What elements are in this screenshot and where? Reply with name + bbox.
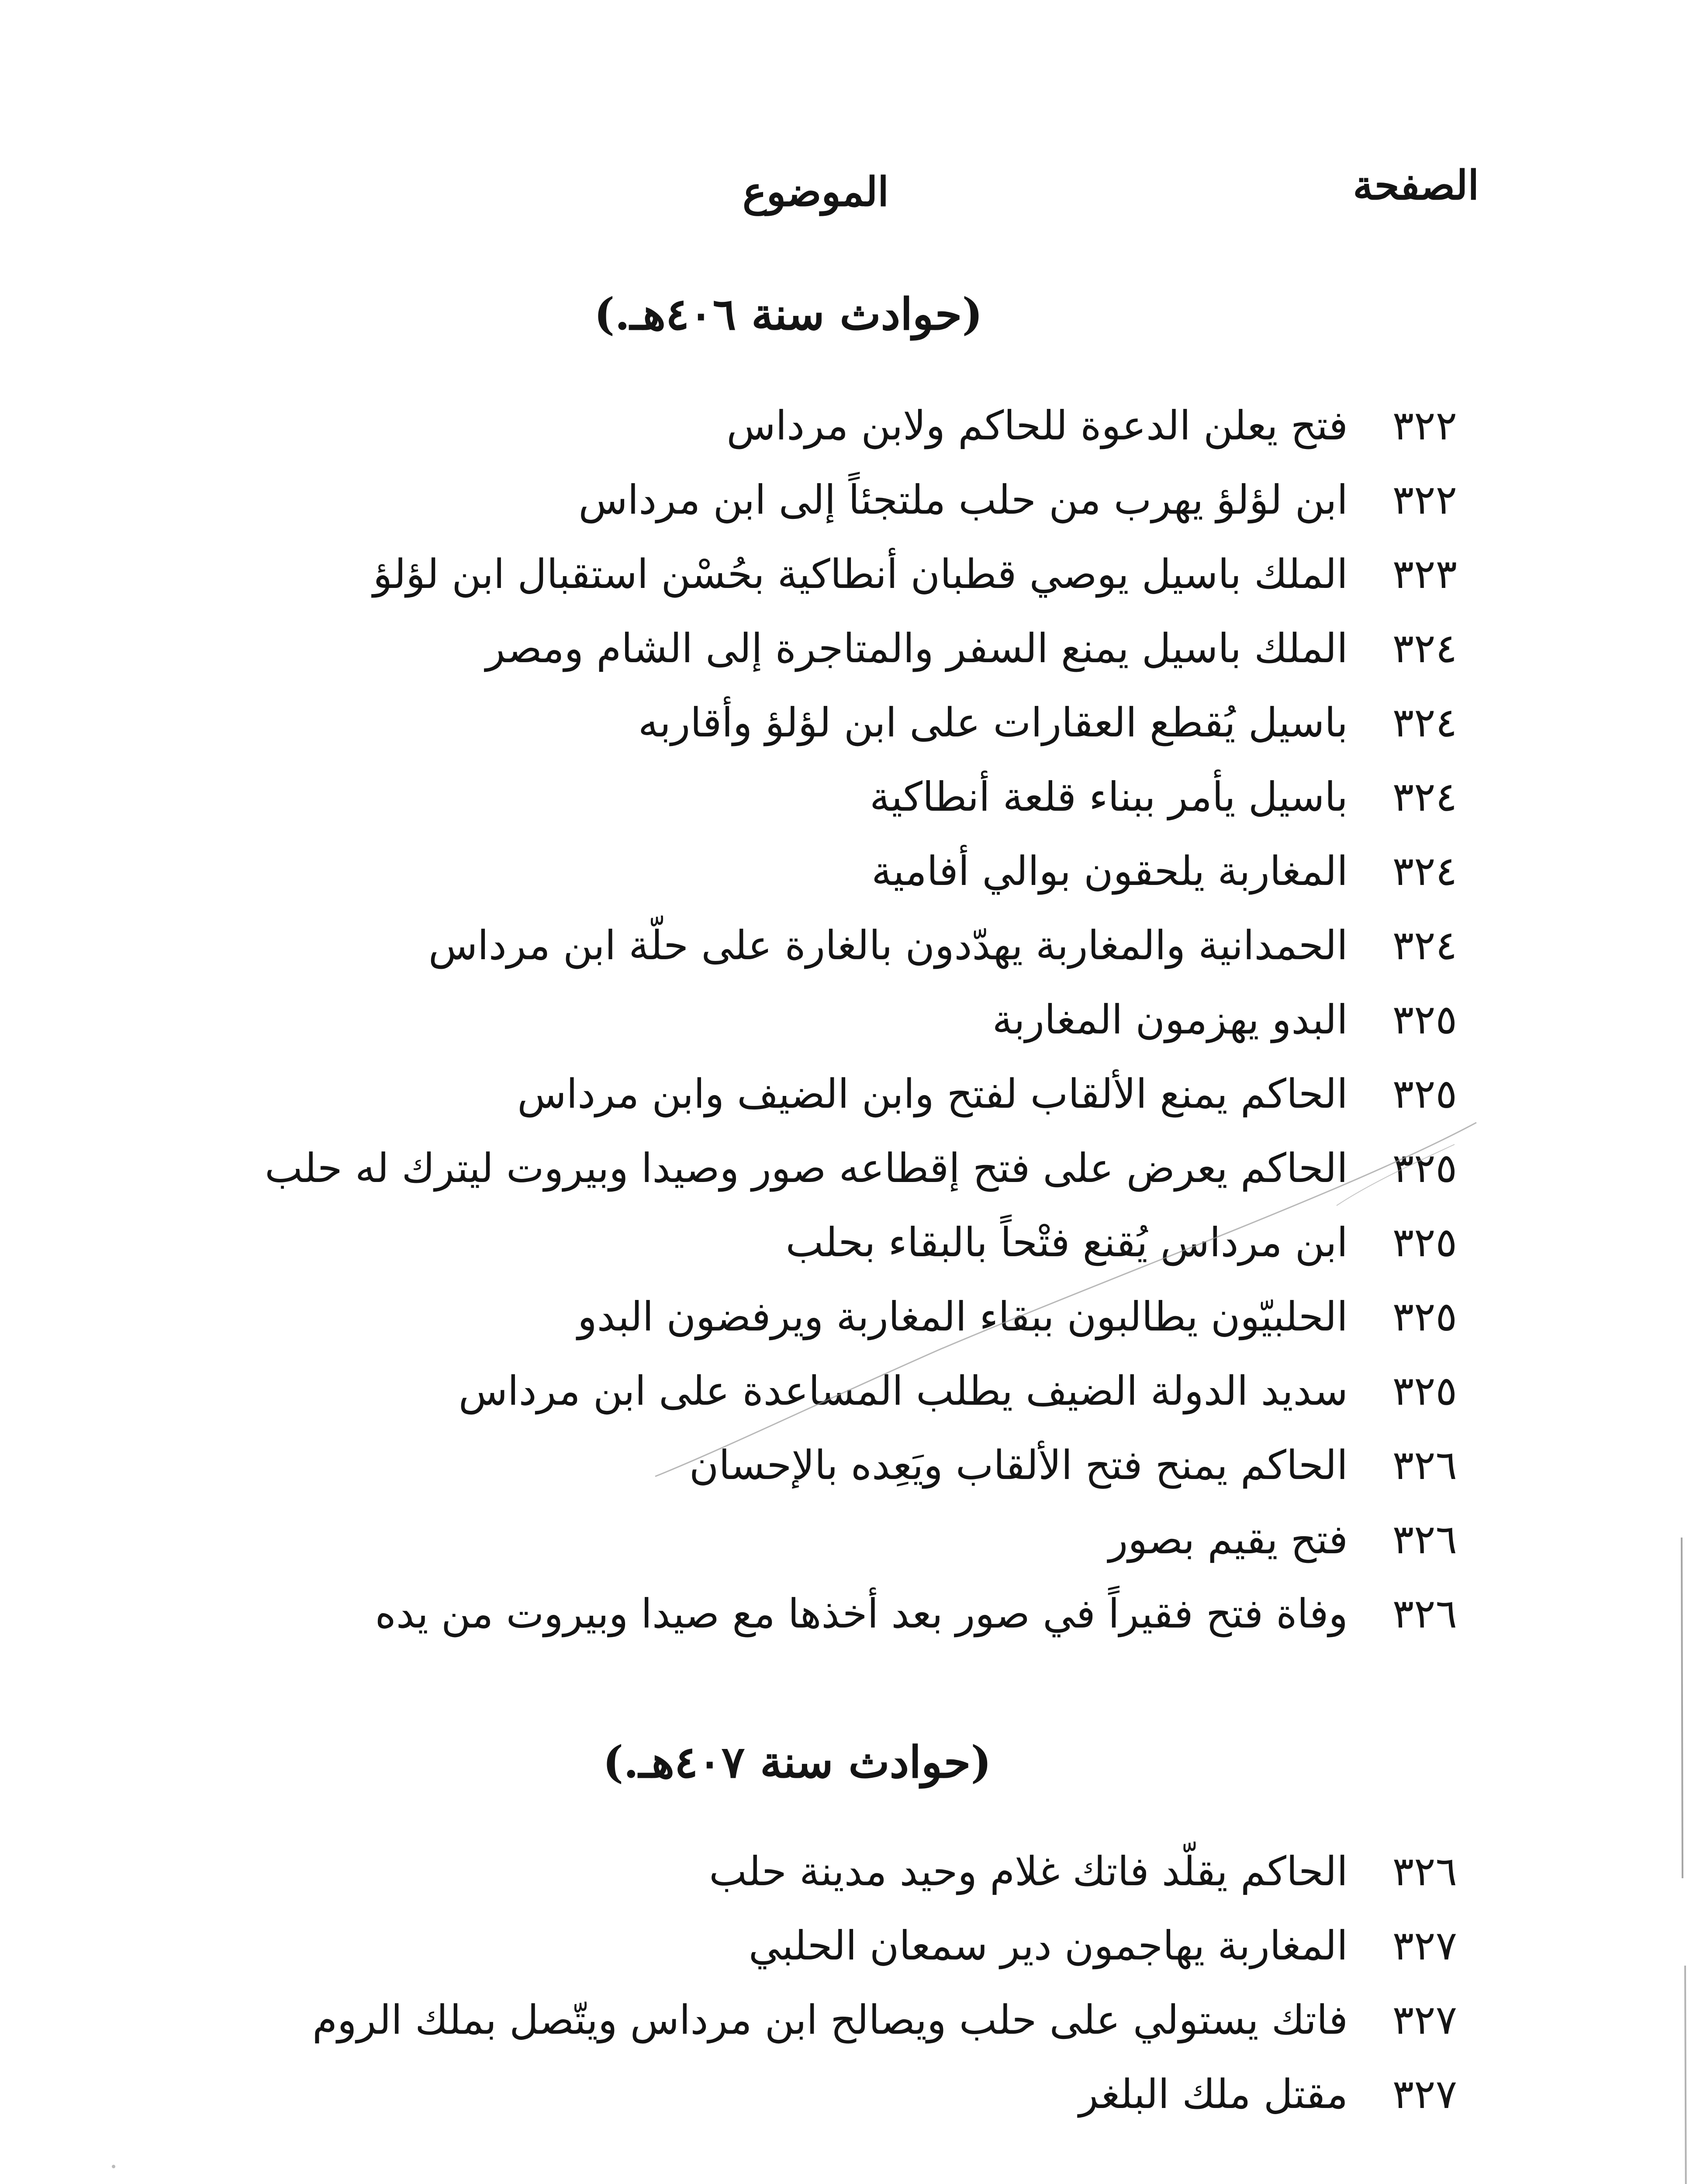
edge-mark bbox=[1682, 1538, 1683, 1878]
entry-title: الحاكم يعرض على فتح إقطاعه صور وصيدا وبيروت ليترك له حلب bbox=[265, 1145, 1348, 1192]
edge-mark bbox=[1685, 1966, 1686, 2184]
entry-title: المغاربة يلحقون بوالي أفامية bbox=[871, 848, 1348, 895]
entry-page-number: ٣٢٤ bbox=[1392, 848, 1457, 895]
entry-page-number: ٣٢٦ bbox=[1392, 1590, 1457, 1637]
column-header-page: الصفحة bbox=[1353, 162, 1479, 209]
entry-page-number: ٣٢٦ bbox=[1392, 1442, 1457, 1489]
pen-stroke bbox=[655, 1123, 1476, 1476]
section-heading: (حوادث سنة ٤٠٦هـ.) bbox=[594, 288, 983, 340]
entry-title: الملك باسيل يوصي قطبان أنطاكية بحُسْن استقبال ابن لؤلؤ bbox=[373, 551, 1348, 598]
section-heading: (حوادث سنة ٤٠٧هـ.) bbox=[603, 1736, 992, 1788]
entry-title: الحاكم يمنح فتح الألقاب ويَعِده بالإحسان bbox=[689, 1442, 1348, 1489]
entry-page-number: ٣٢٥ bbox=[1392, 1071, 1457, 1117]
entry-page-number: ٣٢٥ bbox=[1392, 1145, 1457, 1192]
entry-page-number: ٣٢٤ bbox=[1392, 922, 1457, 969]
entry-page-number: ٣٢٥ bbox=[1392, 1219, 1457, 1266]
speck bbox=[112, 2165, 115, 2168]
entry-page-number: ٣٢٧ bbox=[1392, 1922, 1457, 1969]
entry-title: ابن لؤلؤ يهرب من حلب ملتجئاً إلى ابن مرداس bbox=[578, 477, 1348, 523]
entry-page-number: ٣٢٥ bbox=[1392, 996, 1457, 1043]
entry-title: ابن مرداس يُقنع فتْحاً بالبقاء بحلب bbox=[785, 1219, 1348, 1266]
entry-title: الحلبيّون يطالبون ببقاء المغاربة ويرفضون البدو bbox=[577, 1293, 1348, 1340]
entry-page-number: ٣٢٢ bbox=[1392, 477, 1457, 523]
entry-title: سديد الدولة الضيف يطلب المساعدة على ابن مرداس bbox=[458, 1368, 1348, 1414]
entry-title: باسيل يأمر ببناء قلعة أنطاكية bbox=[870, 774, 1348, 820]
entry-title: فتح يعلن الدعوة للحاكم ولابن مرداس bbox=[726, 402, 1348, 449]
entry-title: المغاربة يهاجمون دير سمعان الحلبي bbox=[748, 1922, 1348, 1969]
entry-page-number: ٣٢٢ bbox=[1392, 402, 1457, 449]
entry-title: الحاكم يمنع الألقاب لفتح وابن الضيف وابن مرداس bbox=[517, 1071, 1348, 1117]
entry-page-number: ٣٢٥ bbox=[1392, 1368, 1457, 1414]
entry-title: فاتك يستولي على حلب ويصالح ابن مرداس ويتّصل بملك الروم bbox=[312, 1997, 1348, 2043]
column-header-topic: الموضوع bbox=[743, 168, 889, 215]
entry-page-number: ٣٢٤ bbox=[1392, 699, 1457, 746]
entry-page-number: ٣٢٣ bbox=[1392, 551, 1457, 598]
entry-title: الحمدانية والمغاربة يهدّدون بالغارة على حلّة ابن مرداس bbox=[428, 922, 1348, 969]
entry-page-number: ٣٢٦ bbox=[1392, 1516, 1457, 1563]
entry-title: مقتل ملك البلغر bbox=[1079, 2071, 1348, 2118]
entry-page-number: ٣٢٧ bbox=[1392, 2071, 1457, 2118]
entry-page-number: ٣٢٧ bbox=[1392, 1997, 1457, 2043]
entry-page-number: ٣٢٤ bbox=[1392, 774, 1457, 820]
entry-page-number: ٣٢٥ bbox=[1392, 1293, 1457, 1340]
entry-title: الحاكم يقلّد فاتك غلام وحيد مدينة حلب bbox=[709, 1848, 1348, 1895]
entry-title: الملك باسيل يمنع السفر والمتاجرة إلى الشام ومصر bbox=[485, 625, 1348, 672]
entry-page-number: ٣٢٦ bbox=[1392, 1848, 1457, 1895]
entry-title: باسيل يُقطع العقارات على ابن لؤلؤ وأقاربه bbox=[638, 699, 1348, 746]
entry-title: فتح يقيم بصور bbox=[1108, 1516, 1348, 1563]
entry-title: وفاة فتح فقيراً في صور بعد أخذها مع صيدا وبيروت من يده bbox=[375, 1590, 1348, 1637]
entry-title: البدو يهزمون المغاربة bbox=[992, 996, 1348, 1043]
entry-page-number: ٣٢٤ bbox=[1392, 625, 1457, 672]
pen-stroke bbox=[1337, 1144, 1455, 1206]
